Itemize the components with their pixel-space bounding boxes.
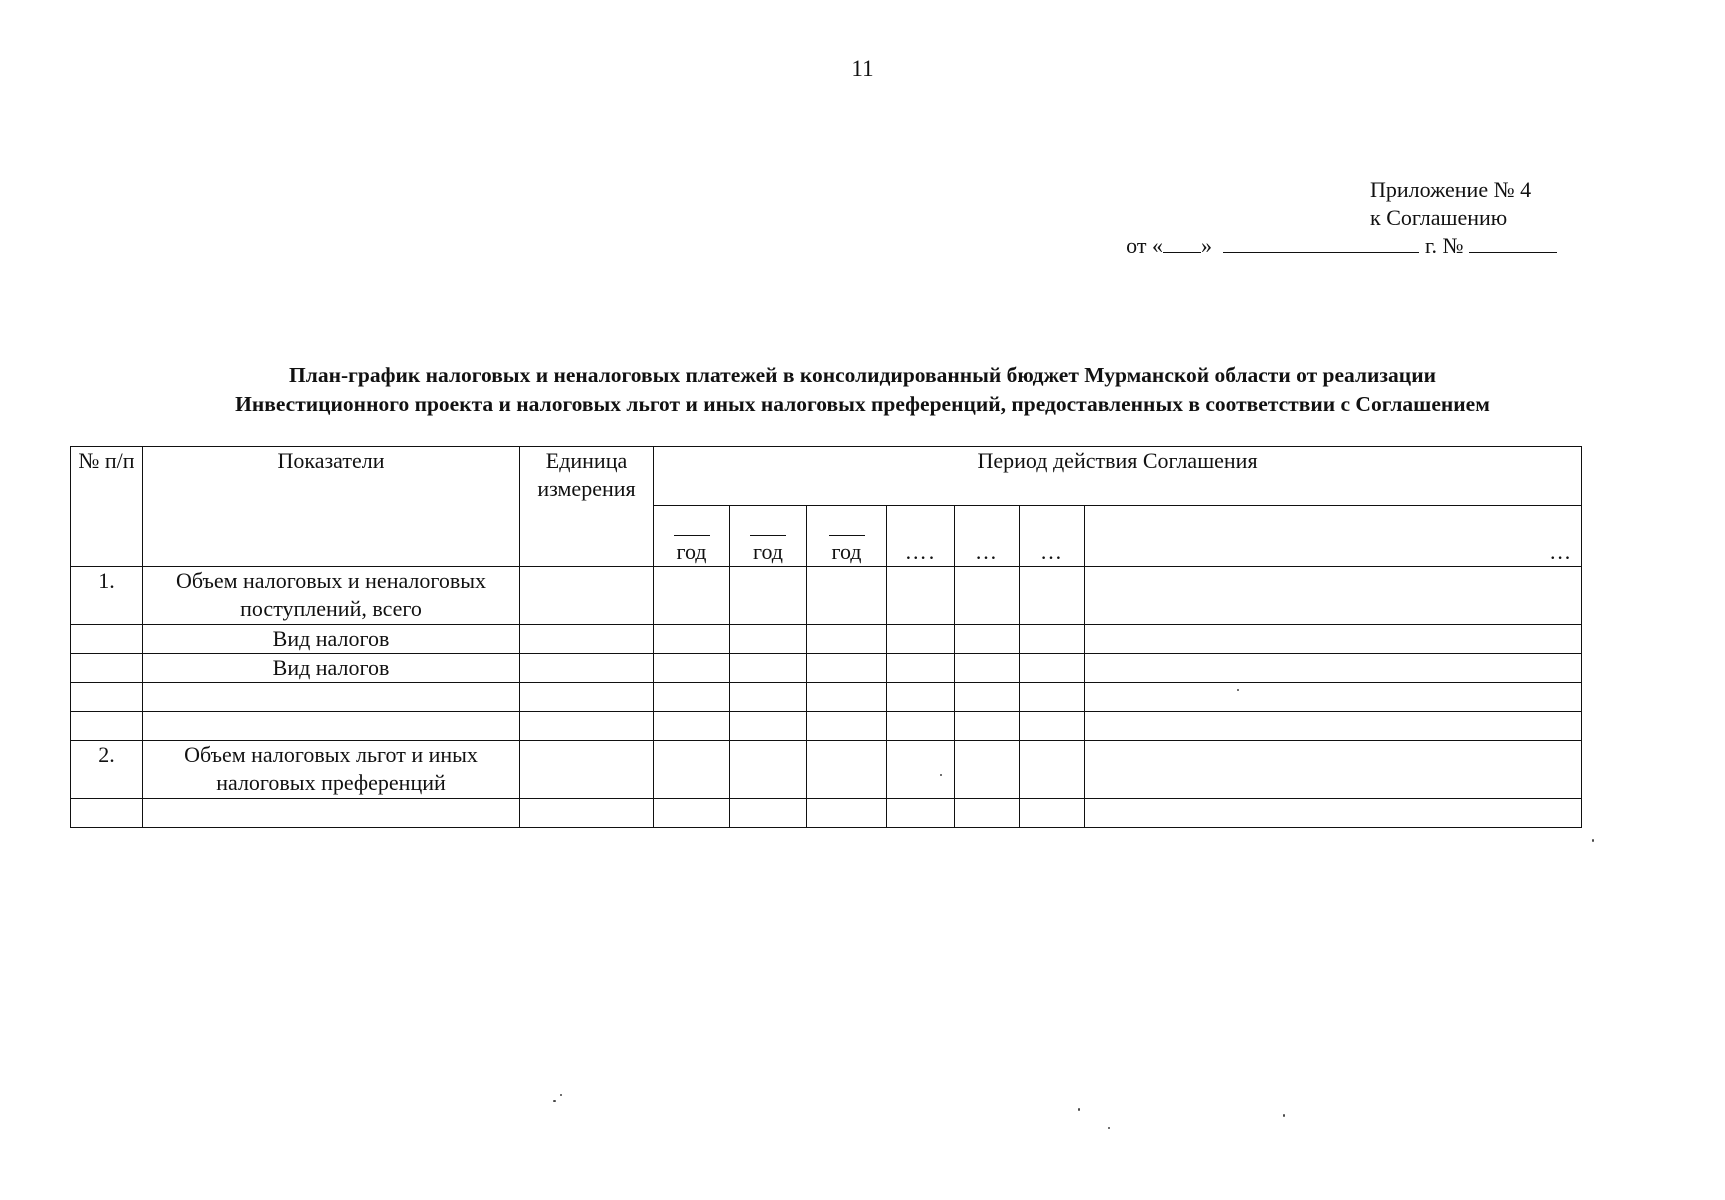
header-unit: Единица измерения <box>520 447 654 567</box>
title-line-1: План-график налоговых и неналоговых платежей в консолидированный бюджет Мурманской области от реализации <box>289 363 1436 387</box>
row-number <box>71 712 143 741</box>
header-row-top <box>71 447 1582 506</box>
row-unit <box>520 654 654 683</box>
year-label: год <box>676 539 707 564</box>
row-indicator: Вид налогов <box>143 654 520 683</box>
row-unit <box>520 712 654 741</box>
year-label: год <box>831 539 862 564</box>
year-column-3 <box>807 506 887 567</box>
row-indicator <box>143 799 520 828</box>
appendix-header <box>1370 176 1531 232</box>
scan-speck <box>940 774 942 776</box>
scan-speck <box>1592 839 1594 842</box>
row-indicator: Вид налогов <box>143 625 520 654</box>
date-mid: » <box>1200 233 1212 258</box>
row-number <box>71 625 143 654</box>
table-row <box>71 712 1582 741</box>
period-column-4 <box>887 506 955 567</box>
row-number: 1. <box>71 567 143 625</box>
period-column-5 <box>955 506 1020 567</box>
ellipsis: … <box>1549 539 1574 564</box>
day-blank <box>1163 232 1201 253</box>
table-row <box>71 567 1582 625</box>
row-indicator <box>143 712 520 741</box>
ellipsis: … <box>1040 539 1064 564</box>
date-prefix: от « <box>1126 233 1163 258</box>
row-unit <box>520 625 654 654</box>
ellipsis: …. <box>904 539 937 564</box>
row-unit <box>520 799 654 828</box>
row-indicator: Объем налоговых льгот и иных налоговых преференций <box>143 741 520 799</box>
row-unit <box>520 741 654 799</box>
scan-speck <box>1078 1108 1080 1111</box>
table-row <box>71 799 1582 828</box>
scan-speck <box>560 1094 562 1096</box>
payment-schedule-table <box>70 446 1582 828</box>
row-indicator: Объем налоговых и неналоговых поступлений, всего <box>143 567 520 625</box>
row-number <box>71 683 143 712</box>
scan-speck <box>1283 1114 1285 1117</box>
row-unit <box>520 683 654 712</box>
number-blank <box>1469 232 1557 253</box>
scan-speck <box>553 1100 556 1102</box>
scan-speck <box>1237 689 1239 691</box>
ellipsis: … <box>975 539 999 564</box>
row-indicator <box>143 683 520 712</box>
year-column-2 <box>730 506 807 567</box>
period-column-last <box>1085 506 1582 567</box>
appendix-title: Приложение № 4 <box>1370 177 1532 202</box>
date-year-label: г. № <box>1424 233 1464 258</box>
scan-speck <box>1108 1127 1110 1129</box>
page-number: 11 <box>851 56 874 81</box>
appendix-subtitle: к Соглашению <box>1370 205 1508 230</box>
title-line-2: Инвестиционного проекта и налоговых льгот и иных налоговых преференций, предоставленных в соответствии с Соглашением <box>235 392 1490 416</box>
year-label: год <box>752 539 784 564</box>
appendix-date-line <box>1126 232 1557 260</box>
row-number <box>71 799 143 828</box>
table-row <box>71 654 1582 683</box>
period-column-6 <box>1020 506 1085 567</box>
table-row <box>71 741 1582 799</box>
row-number <box>71 654 143 683</box>
month-blank <box>1223 232 1419 253</box>
row-number: 2. <box>71 741 143 799</box>
table-row <box>71 683 1582 712</box>
table-row <box>71 625 1582 654</box>
header-period: Период действия Соглашения <box>654 447 1582 506</box>
year-column-1 <box>654 506 730 567</box>
document-title <box>0 361 1725 419</box>
header-indicators: Показатели <box>143 447 520 567</box>
header-num: № п/п <box>71 447 143 567</box>
row-unit <box>520 567 654 625</box>
